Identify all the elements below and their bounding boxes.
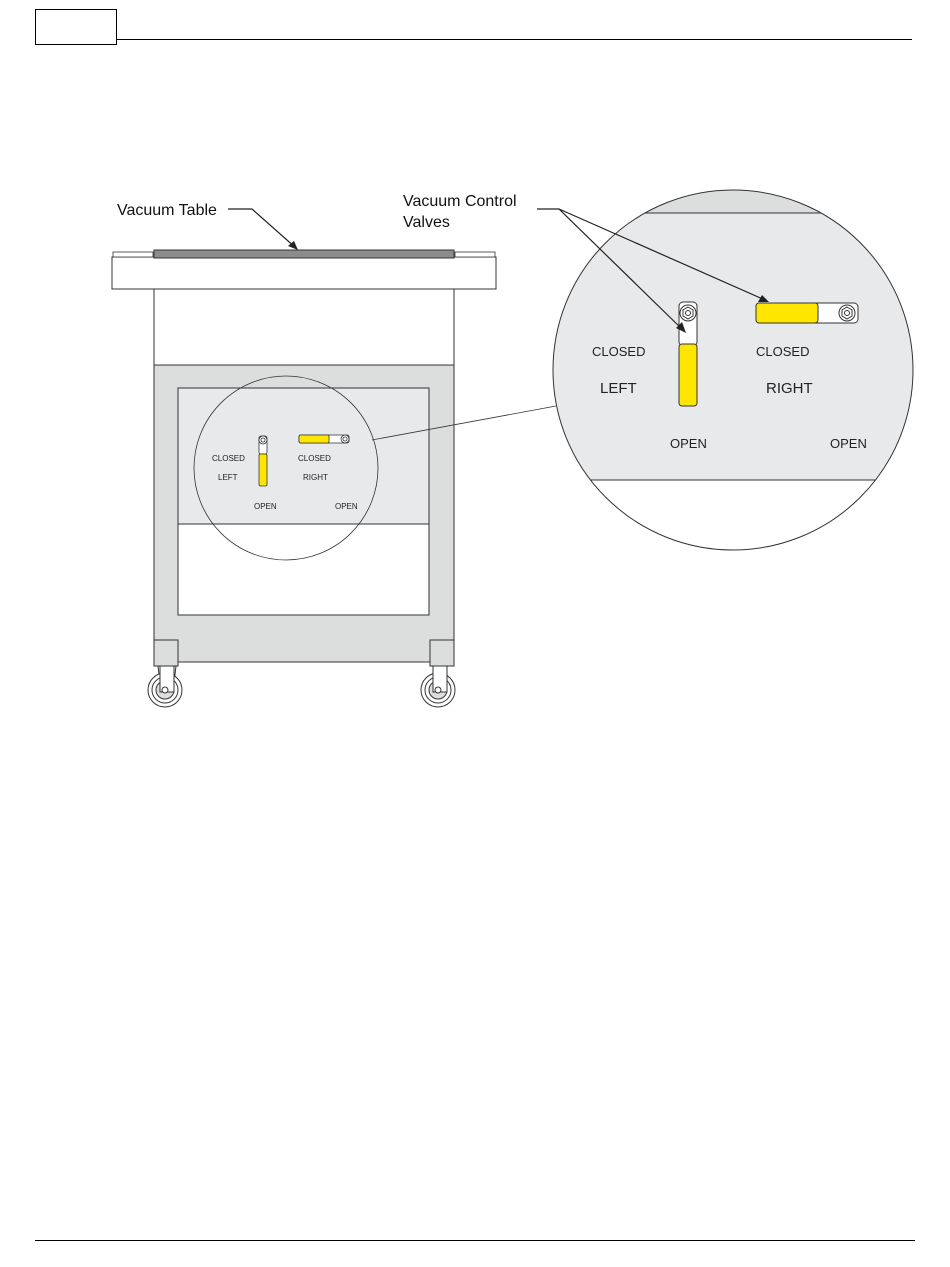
vacuum-control-callout-line1: Vacuum Control [403,193,517,210]
small-closed-right-label: CLOSED [298,454,331,463]
table-top-slab [112,257,496,289]
large-open-left-label: OPEN [670,436,707,451]
vacuum-table-callout: Vacuum Table [117,202,217,219]
caster-right [421,666,455,707]
large-right-label: RIGHT [766,380,813,397]
large-left-valve [679,302,697,406]
vacuum-table-plate [154,250,454,258]
small-right-valve [299,435,349,443]
small-closed-left-label: CLOSED [212,454,245,463]
large-open-right-label: OPEN [830,436,867,451]
footer-rule [35,1240,915,1241]
upper-body [154,289,454,365]
leg-base-left [154,640,178,666]
vacuum-table-leader [228,209,298,250]
small-left-label: LEFT [218,473,238,482]
small-right-label: RIGHT [303,473,328,482]
lower-shelf-opening [178,524,429,615]
large-right-valve [756,303,858,323]
leg-base-right [430,640,454,666]
large-closed-left-label: CLOSED [592,344,646,359]
small-open-right-label: OPEN [335,502,358,511]
magnified-view [540,185,940,550]
small-open-left-label: OPEN [254,502,277,511]
vacuum-control-callout-line2: Valves [403,214,450,231]
small-left-valve [259,436,267,486]
clamp-right [455,252,495,257]
clamp-left [113,252,153,257]
large-left-label: LEFT [600,380,637,397]
large-closed-right-label: CLOSED [756,344,810,359]
caster-left [148,666,182,707]
